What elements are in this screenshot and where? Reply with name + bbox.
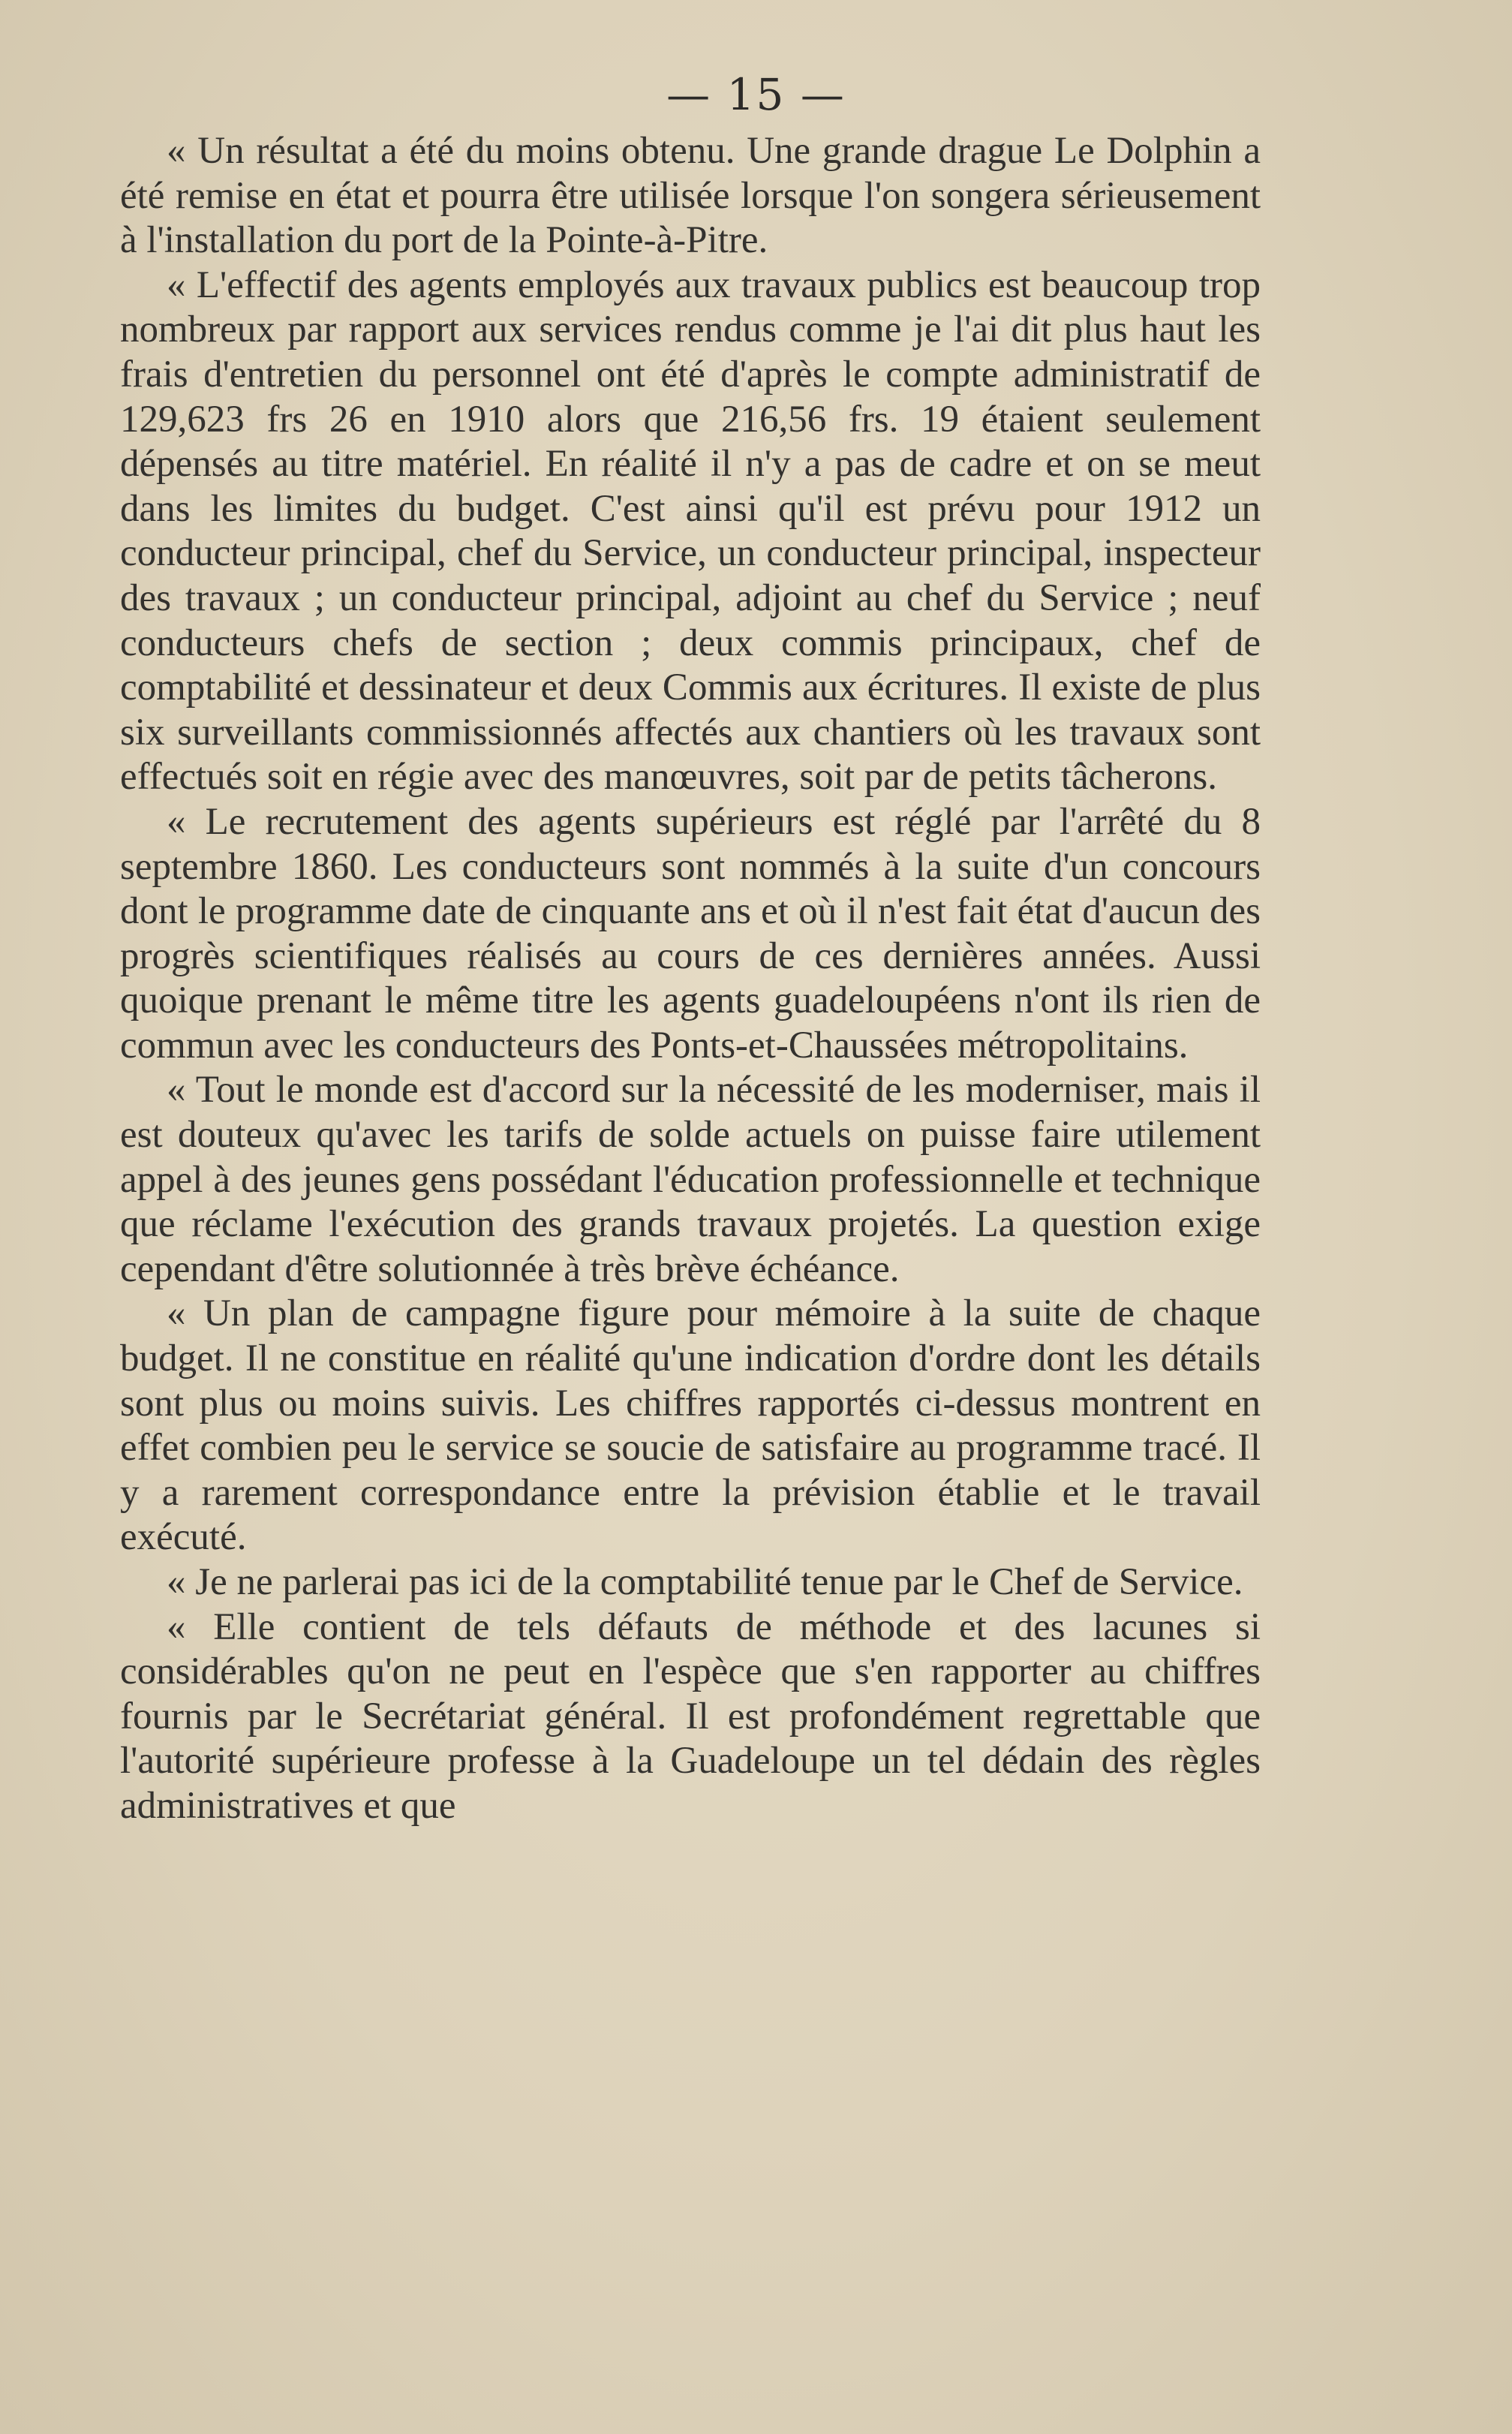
page-number: — 15 — bbox=[666, 69, 846, 120]
paragraph-defects: « Elle contient de tels défauts de méthode et des lacunes si considérables qu'on ne peut en l'espèce que s'en rapporter au chiffres fournis par le Secrétariat général. Il est profondément regrettable que l'autorité supérieure professe à la Guadeloupe un tel dédain des règles administratives et que bbox=[120, 1605, 1261, 1827]
paragraph-recruitment: « Le recrutement des agents supérieurs est réglé par l'arrêté du 8 septembre 1860. Les conducteurs sont nommés à la suite d'un concours dont le programme date de cinquante ans et où il n'est fait état d'aucun des progrès scientifiques réalisés au cours de ces dernières années. Aussi quoique prenant le même titre les agents guadeloupéens n'ont ils rien de commun avec les conducteurs des Ponts-et-Chaussées métropolitains. bbox=[120, 800, 1261, 1067]
body-text bbox=[120, 129, 1261, 1829]
paragraph-dredge: « Un résultat a été du moins obtenu. Une grande drague Le Dolphin a été remise en état et pourra être utilisée lorsque l'on songera sérieusement à l'installation du port de la Pointe-à-Pitre. bbox=[120, 130, 1261, 262]
paragraph-accounting: « Je ne parlerai pas ici de la comptabilité tenue par le Chef de Service. bbox=[167, 1561, 1243, 1603]
paragraph-modernisation: « Tout le monde est d'accord sur la nécessité de les moderniser, mais il est douteux qu'avec les tarifs de solde actuels on puisse faire utilement appel à des jeunes gens possédant l'éducation professionnelle et technique que réclame l'exécution des grands travaux projetés. La question exige cependant d'être solutionnée à très brève échéance. bbox=[120, 1069, 1261, 1290]
paragraph-campaign-plan: « Un plan de campagne figure pour mémoire à la suite de chaque budget. Il ne constitue en réalité qu'une indication d'ordre dont les détails sont plus ou moins suivis. Les chiffres rapportés ci-dessus montrent en effet combien peu le service se soucie de satisfaire au programme tracé. Il y a rarement correspondance entre la prévision établie et le travail exécuté. bbox=[120, 1292, 1261, 1559]
paragraph-staff: « L'effectif des agents employés aux travaux publics est beaucoup trop nombreux par rapport aux services rendus comme je l'ai dit plus haut les frais d'entretien du personnel ont été d'après le compte administratif de 129,623 frs 26 en 1910 alors que 216,56 frs. 19 étaient seulement dépensés au titre matériel. En réalité il n'y a pas de cadre et on se meut dans les limites du budget. C'est ainsi qu'il est prévu pour 1912 un conducteur principal, chef du Service, un conducteur principal, inspecteur des travaux ; un conducteur principal, adjoint au chef du Service ; neuf conducteurs chefs de section ; deux commis principaux, chef de comptabilité et dessinateur et deux Commis aux écritures. Il existe de plus six surveillants commissionnés affectés aux chantiers où les travaux sont effectués soit en régie avec des manœuvres, soit par de petits tâcherons. bbox=[120, 263, 1261, 799]
